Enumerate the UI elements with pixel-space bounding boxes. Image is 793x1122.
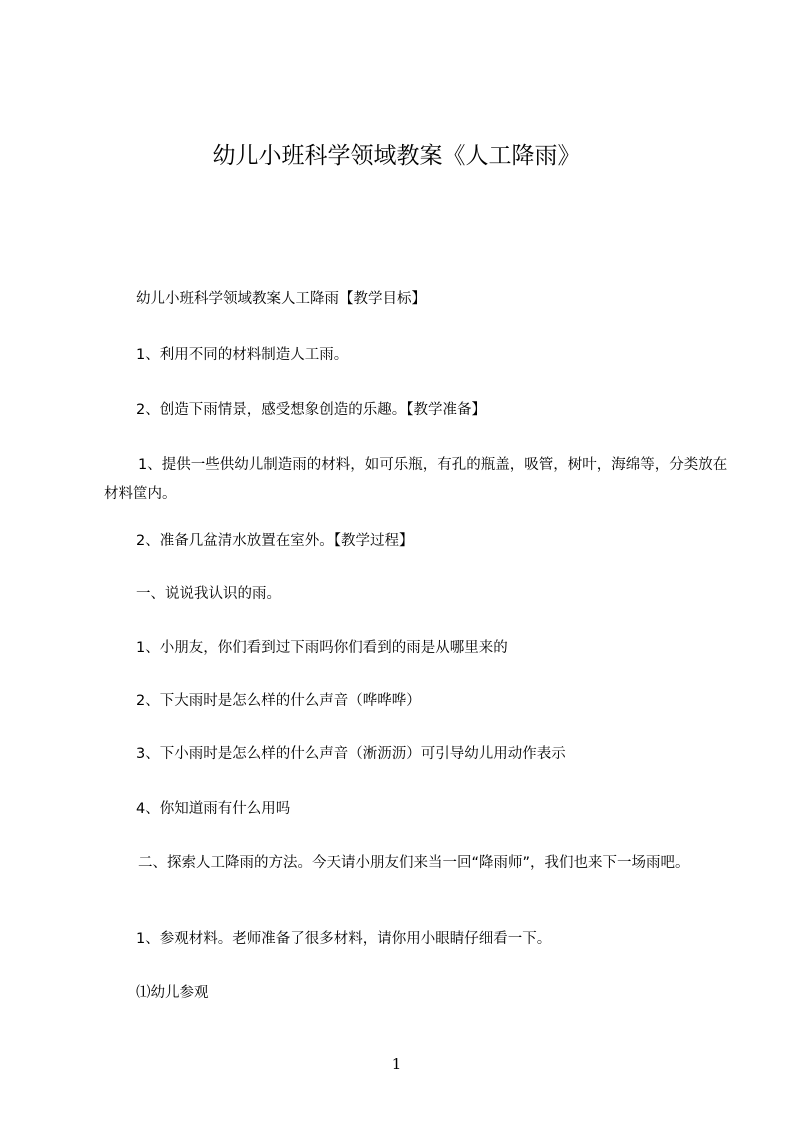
paragraph-prep-1: 1、提供一些供幼儿制造雨的材料，如可乐瓶，有孔的瓶盖，吸管，树叶，海绵等，分类放在材料筐内。 xyxy=(104,457,728,502)
document-title: 幼儿小班科学领域教案《人工降雨》 xyxy=(212,143,581,169)
paragraph-goal-2: 2、创造下雨情景，感受想象创造的乐趣。【教学准备】 xyxy=(136,402,486,418)
paragraph-question-3: 3、下小雨时是怎么样的什么声音（淅沥沥）可引导幼儿用动作表示 xyxy=(136,746,566,762)
paragraph-goal-1: 1、利用不同的材料制造人工雨。 xyxy=(136,347,349,363)
paragraph-section-1-heading: 一、说说我认识的雨。 xyxy=(136,586,281,602)
paragraph-section-2-heading: 二、探索人工降雨的方法。今天请小朋友们来当一回“降雨师”，我们也来下一场雨吧。 xyxy=(138,855,690,871)
paragraph-step-1-sub-1: ⑴幼儿参观 xyxy=(136,985,209,1001)
paragraph-step-1: 1、参观材料。老师准备了很多材料，请你用小眼睛仔细看一下。 xyxy=(136,931,552,947)
paragraph-teaching-goals-heading: 幼儿小班科学领域教案人工降雨【教学目标】 xyxy=(136,291,426,307)
paragraph-question-1: 1、小朋友，你们看到过下雨吗你们看到的雨是从哪里来的 xyxy=(136,640,508,656)
page-number: 1 xyxy=(391,1055,402,1073)
paragraph-question-2: 2、下大雨时是怎么样的什么声音（哗哗哗） xyxy=(136,693,421,709)
paragraph-question-4: 4、你知道雨有什么用吗 xyxy=(136,801,291,817)
paragraph-prep-2: 2、准备几盆清水放置在室外。【教学过程】 xyxy=(136,533,414,549)
